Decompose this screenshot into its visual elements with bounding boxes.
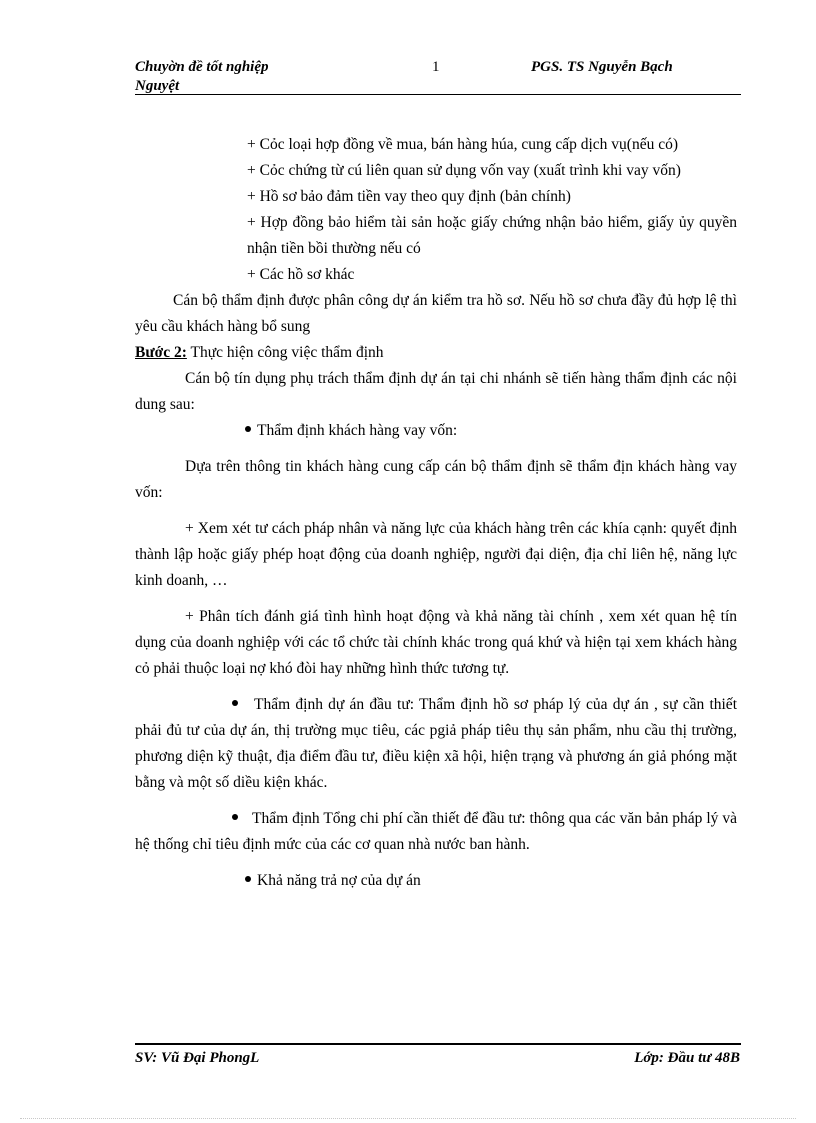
step2-text: Thực hiện công việc thẩm định (186, 344, 384, 361)
list-item: + Các hồ sơ khác (247, 266, 355, 283)
bullet-cost-text: Thẩm định Tổng chi phí cần thiết để đầu tư: thông qua các văn bản pháp lý và hệ thống chỉ tiêu định mức của các cơ quan nhà nước ban hành. (135, 810, 737, 853)
bullet-project-text: Thẩm định dự án đầu tư: Thẩm định hồ sơ pháp lý của dự án , sự cần thiết phải đủ tư của dự án, thị trường mục tiêu, các pgiả pháp tiêu thụ sản phẩm, nhu cầu thị trường, phương diện kỹ thuật, địa điểm đầu tư, điều kiện xã hội, hiện trạng và phương án giả phóng mặt bằng và một số diều kiện khác. (135, 696, 737, 791)
list-item: + Cỏc loại hợp đồng về mua, bán hàng húa, cung cấp dịch vụ(nếu có) (247, 136, 679, 153)
bullet-dot-icon (232, 700, 238, 706)
paragraph-financial: + Phân tích đánh giá tình hình hoạt động và khả năng tài chính , xem xét quan hệ tín dụng của doanh nghiệp với các tổ chức tài chính khác trong quá khứ và hiện tại xem khách hàng cỏ phải thuộc loại nợ khó đòi hay những hình thức tương tự. (135, 608, 737, 677)
paragraph-legal: + Xem xét tư cách pháp nhân và năng lực của khách hàng trên các khía cạnh: quyết định thành lập hoặc giấy phép hoạt động của doanh nghiệp, người đại diện, địa chỉ liên hệ, năng lực kinh doanh, … (135, 520, 737, 589)
header-right: PGS. TS Nguyễn Bạch (531, 59, 673, 75)
bullet-customer-text: Thẩm định khách hàng vay vốn: (257, 422, 458, 439)
bullet-dot-icon (245, 426, 251, 432)
list-item: + Hồ sơ bảo đảm tiền vay theo quy định (bản chính) (247, 188, 571, 205)
bullet-dot-icon (232, 814, 238, 820)
bullet-repay-text: Khả năng trả nợ của dự án (257, 872, 421, 889)
paragraph-check: Cán bộ thẩm định được phân công dự án kiểm tra hồ sơ. Nếu hồ sơ chưa đầy đủ hợp lệ thì yêu cầu khách hàng bổ sung (135, 292, 737, 335)
bullet-dot-icon (245, 876, 251, 882)
footer-left: SV: Vũ Đại PhongL (135, 1050, 260, 1066)
page-number: 1 (432, 59, 440, 75)
footer-right: Lớp: Đầu tư 48B (634, 1050, 740, 1066)
list-item: + Cỏc chứng từ cú liên quan sử dụng vốn vay (xuất trình khi vay vốn) (247, 162, 681, 179)
page-edge (20, 1118, 796, 1119)
bullet-repay (135, 868, 737, 894)
step2-label: Bước 2: (135, 344, 187, 361)
footer-divider (135, 1043, 741, 1045)
paragraph-officer: Cán bộ tín dụng phụ trách thẩm định dự án tại chi nhánh sẽ tiến hàng thẩm định các nội dung sau: (135, 370, 737, 413)
list-item: + Hợp đồng bảo hiểm tài sản hoặc giấy chứng nhận bảo hiểm, giấy ủy quyền nhận tiền bồi thường nếu có (247, 214, 737, 257)
bullet-customer (135, 418, 737, 444)
paragraph-based: Dựa trên thông tin khách hàng cung cấp cán bộ thẩm định sẽ thẩm địn khách hàng vay vốn: (135, 458, 737, 501)
header-left (135, 58, 385, 96)
header-divider (135, 94, 741, 95)
header-left-line2: Nguyệt (135, 78, 180, 94)
step2-heading (135, 340, 737, 366)
document-list (135, 132, 737, 288)
bullet-cost (135, 806, 737, 858)
bullet-project (135, 692, 737, 796)
header-left-line1: Chuyờn đề tốt nghiệp (135, 59, 269, 75)
document-body (135, 132, 737, 894)
